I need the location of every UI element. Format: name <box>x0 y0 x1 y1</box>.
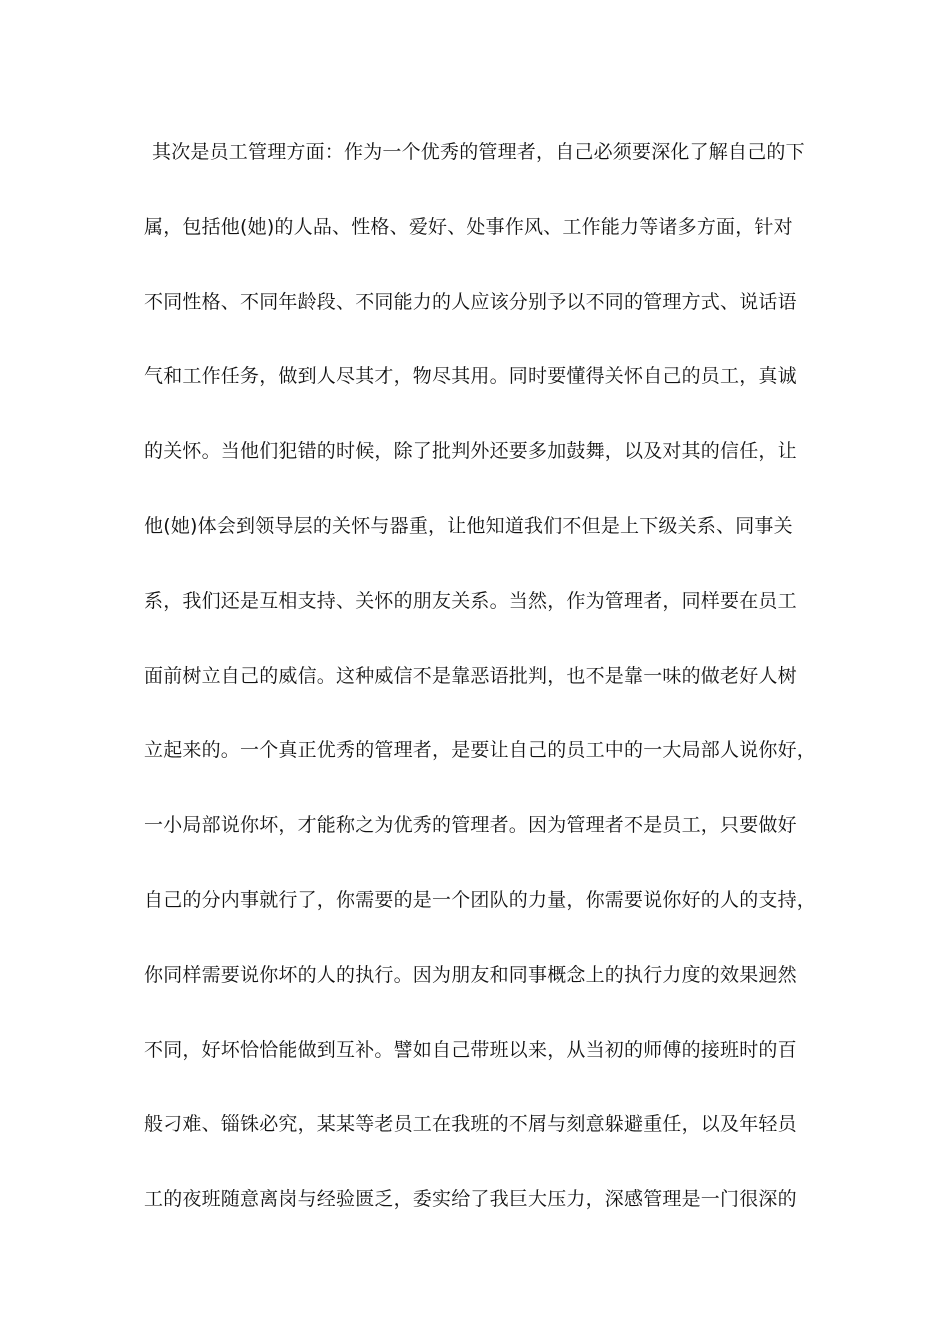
paragraph-line: 自己的分内事就行了，你需要的是一个团队的力量，你需要说你好的人的支持， <box>144 888 817 911</box>
body-paragraph <box>144 132 824 1254</box>
paragraph-line: 属，包括他(她)的人品、性格、爱好、处事作风、工作能力等诸多方面，针对 <box>144 215 793 238</box>
paragraph-line: 系，我们还是互相支持、关怀的朋友关系。当然，作为管理者，同样要在员工 <box>144 589 797 612</box>
paragraph-line: 立起来的。一个真正优秀的管理者，是要让自己的员工中的一大局部人说你好， <box>144 739 817 762</box>
paragraph-line: 一小局部说你坏，才能称之为优秀的管理者。因为管理者不是员工，只要做好 <box>144 814 797 837</box>
paragraph-line: 的关怀。当他们犯错的时候，除了批判外还要多加鼓舞，以及对其的信任，让 <box>144 440 797 463</box>
paragraph-line: 其次是员工管理方面：作为一个优秀的管理者，自己必须要深化了解自己的下 <box>152 141 805 163</box>
paragraph-line: 不同，好坏恰恰能做到互补。譬如自己带班以来，从当初的师傅的接班时的百 <box>144 1038 797 1061</box>
paragraph-line: 面前树立自己的威信。这种威信不是靠恶语批判，也不是靠一味的做老好人树 <box>144 664 797 687</box>
paragraph-line: 工的夜班随意离岗与经验匮乏，委实给了我巨大压力，深感管理是一门很深的 <box>144 1188 797 1211</box>
paragraph-line: 般刁难、锱铢必究，某某等老员工在我班的不屑与刻意躲避重任，以及年轻员 <box>144 1113 797 1136</box>
paragraph-line: 他(她)体会到领导层的关怀与器重，让他知道我们不但是上下级关系、同事关 <box>144 514 793 537</box>
paragraph-line: 气和工作任务，做到人尽其才，物尽其用。同时要懂得关怀自己的员工，真诚 <box>144 365 797 388</box>
paragraph-line: 不同性格、不同年龄段、不同能力的人应该分别予以不同的管理方式、说话语 <box>144 290 797 313</box>
paragraph-line: 你同样需要说你坏的人的执行。因为朋友和同事概念上的执行力度的效果迥然 <box>144 963 797 986</box>
